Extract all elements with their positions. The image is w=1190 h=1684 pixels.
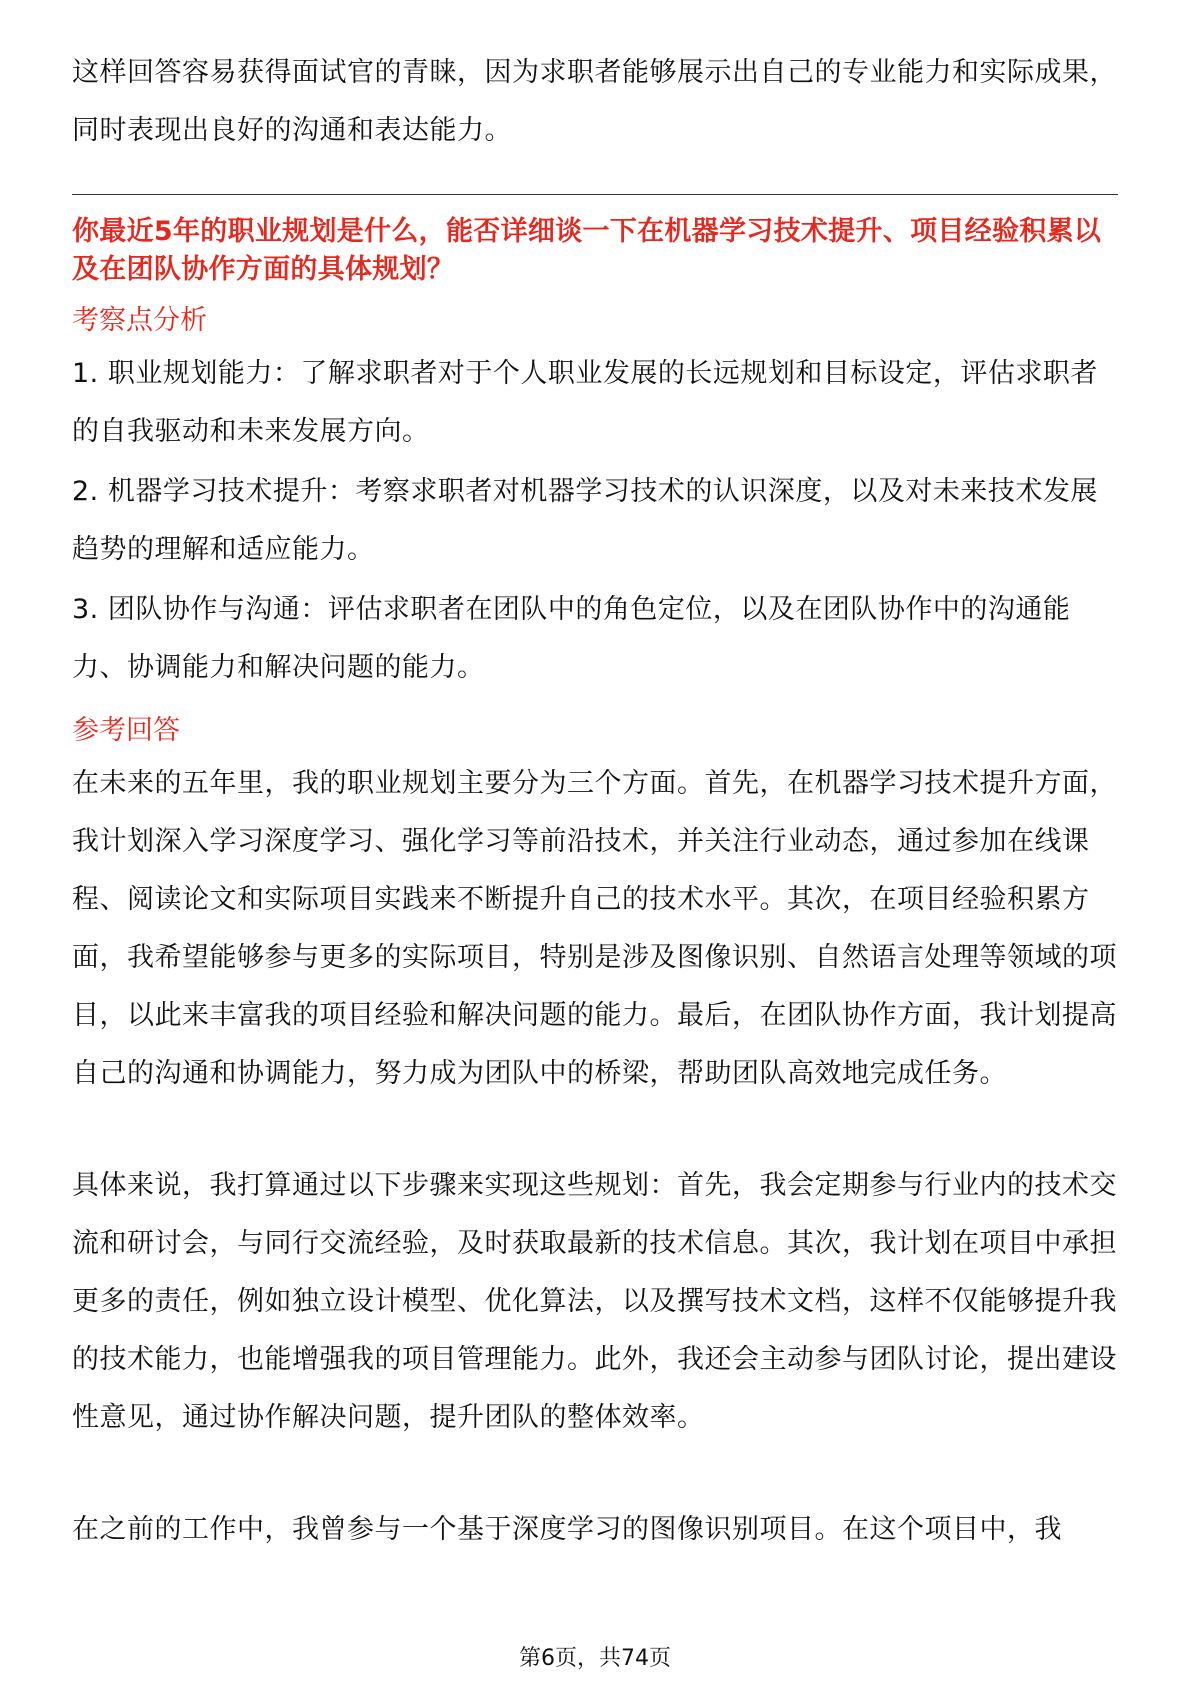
- page-number: 第6页，共74页: [519, 1646, 671, 1671]
- answer-paragraph: 在之前的工作中，我曾参与一个基于深度学习的图像识别项目。在这个项目中，我: [72, 1514, 1062, 1545]
- section-divider: [72, 194, 1118, 195]
- analysis-heading: 考察点分析: [72, 305, 207, 336]
- question-title: 你最近5年的职业规划是什么，能否详细谈一下在机器学习技术提升、项目经验积累以及在团队协作方面的具体规划？: [72, 216, 1102, 285]
- document-page: [72, 44, 1118, 1559]
- analysis-item: 1. 职业规划能力：了解求职者对于个人职业发展的长远规划和目标设定，评估求职者的自我驱动和未来发展方向。: [72, 358, 1098, 447]
- analysis-item: 3. 团队协作与沟通：评估求职者在团队中的角色定位，以及在团队协作中的沟通能力、协调能力和解决问题的能力。: [72, 594, 1071, 683]
- intro-paragraph: 这样回答容易获得面试官的青睐，因为求职者能够展示出自己的专业能力和实际成果，同时表现出良好的沟通和表达能力。: [72, 57, 1117, 146]
- answer-heading: 参考回答: [72, 715, 180, 746]
- analysis-item: 2. 机器学习技术提升：考察求职者对机器学习技术的认识深度，以及对未来技术发展趋势的理解和适应能力。: [72, 476, 1098, 565]
- answer-paragraph: 在未来的五年里，我的职业规划主要分为三个方面。首先，在机器学习技术提升方面，我计划深入学习深度学习、强化学习等前沿技术，并关注行业动态，通过参加在线课程、阅读论文和实际项目实践来不断提升自己的技术水平。其次，在项目经验积累方面，我希望能够参与更多的实际项目，特别是涉及图像识别、自然语言处理等领域的项目，以此来丰富我的项目经验和解决问题的能力。最后，在团队协作方面，我计划提高自己的沟通和协调能力，努力成为团队中的桥梁，帮助团队高效地完成任务。: [72, 768, 1117, 1089]
- answer-paragraph: 具体来说，我打算通过以下步骤来实现这些规划：首先，我会定期参与行业内的技术交流和研讨会，与同行交流经验，及时获取最新的技术信息。其次，我计划在项目中承担更多的责任，例如独立设计模型、优化算法，以及撰写技术文档，这样不仅能够提升我的技术能力，也能增强我的项目管理能力。此外，我还会主动参与团队讨论，提出建设性意见，通过协作解决问题，提升团队的整体效率。: [72, 1170, 1117, 1433]
